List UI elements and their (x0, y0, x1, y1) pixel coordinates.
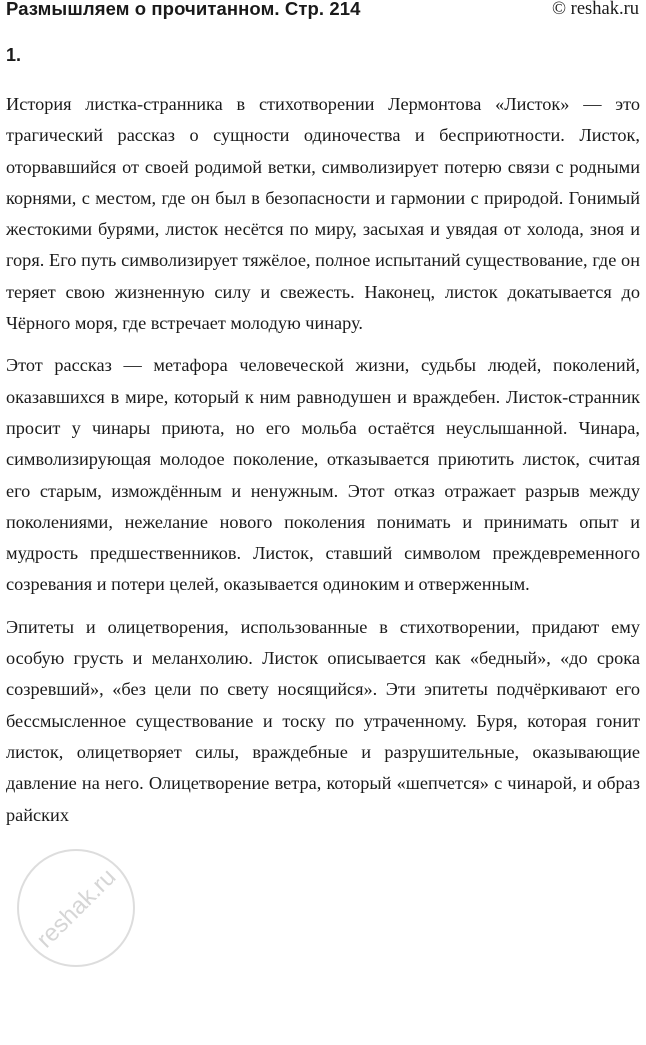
watermark-logo (6, 838, 146, 978)
paragraph-2: Этот рассказ — метафора человеческой жизни, судьбы людей, поколений, оказавшихся в мире, который к ним равнодушен и враждебен. Листок-странник просит у чинары приюта, но его мольба остаётся неуслышанной. Чинара, символизирующая молодое поколение, отказывается приютить листок, считая его старым, измождённым и ненужным. Этот отказ отражает разрыв между поколениями, нежелание нового поколения понимать и принимать опыт и мудрость предшественников. Листок, ставший символом преждевременного созревания и потери целей, оказывается одиноким и отверженным. (6, 355, 640, 595)
paragraph-1: История листка-странника в стихотворении Лермонтова «Листок» — это трагический рассказ о сущности одиночества и бесприютности. Листок, оторвавшийся от своей родимой ветки, символизирует потерю связи с родными корнями, с местом, где он был в безопасности и гармонии с природой. Гонимый жестокими бурями, листок несётся по миру, засыхая и увядая от холода, зноя и горя. Его путь символизирует тяжёлое, полное испытаний существование, где он теряет свою жизненную силу и свежесть. Наконец, листок докатывается до Чёрного моря, где встречает молодую чинару. (6, 94, 640, 334)
paragraph-3: Эпитеты и олицетворения, использованные в стихотворении, придают ему особую грусть и меланхолию. Листок описывается как «бедный», «до срока созревший», «без цели по свету носящийся». Эти эпитеты подчёркивают его бессмысленное существование и тоску по утраченному. Буря, которая гонит листок, олицетворяет силы, враждебные и разрушительные, оказывающие давление на него. Олицетворение ветра, который «шепчется» с чинарой, и образ райских (6, 616, 640, 825)
page-header (0, 0, 646, 24)
watermark-text: reshak.ru (31, 863, 122, 954)
watermark-ring (18, 850, 134, 966)
page-title: Размышляем о прочитанном. Стр. 214 (6, 0, 361, 19)
task-number: 1. (6, 45, 22, 65)
answer-text (6, 89, 640, 842)
site-copyright[interactable]: © reshak.ru (552, 0, 639, 19)
